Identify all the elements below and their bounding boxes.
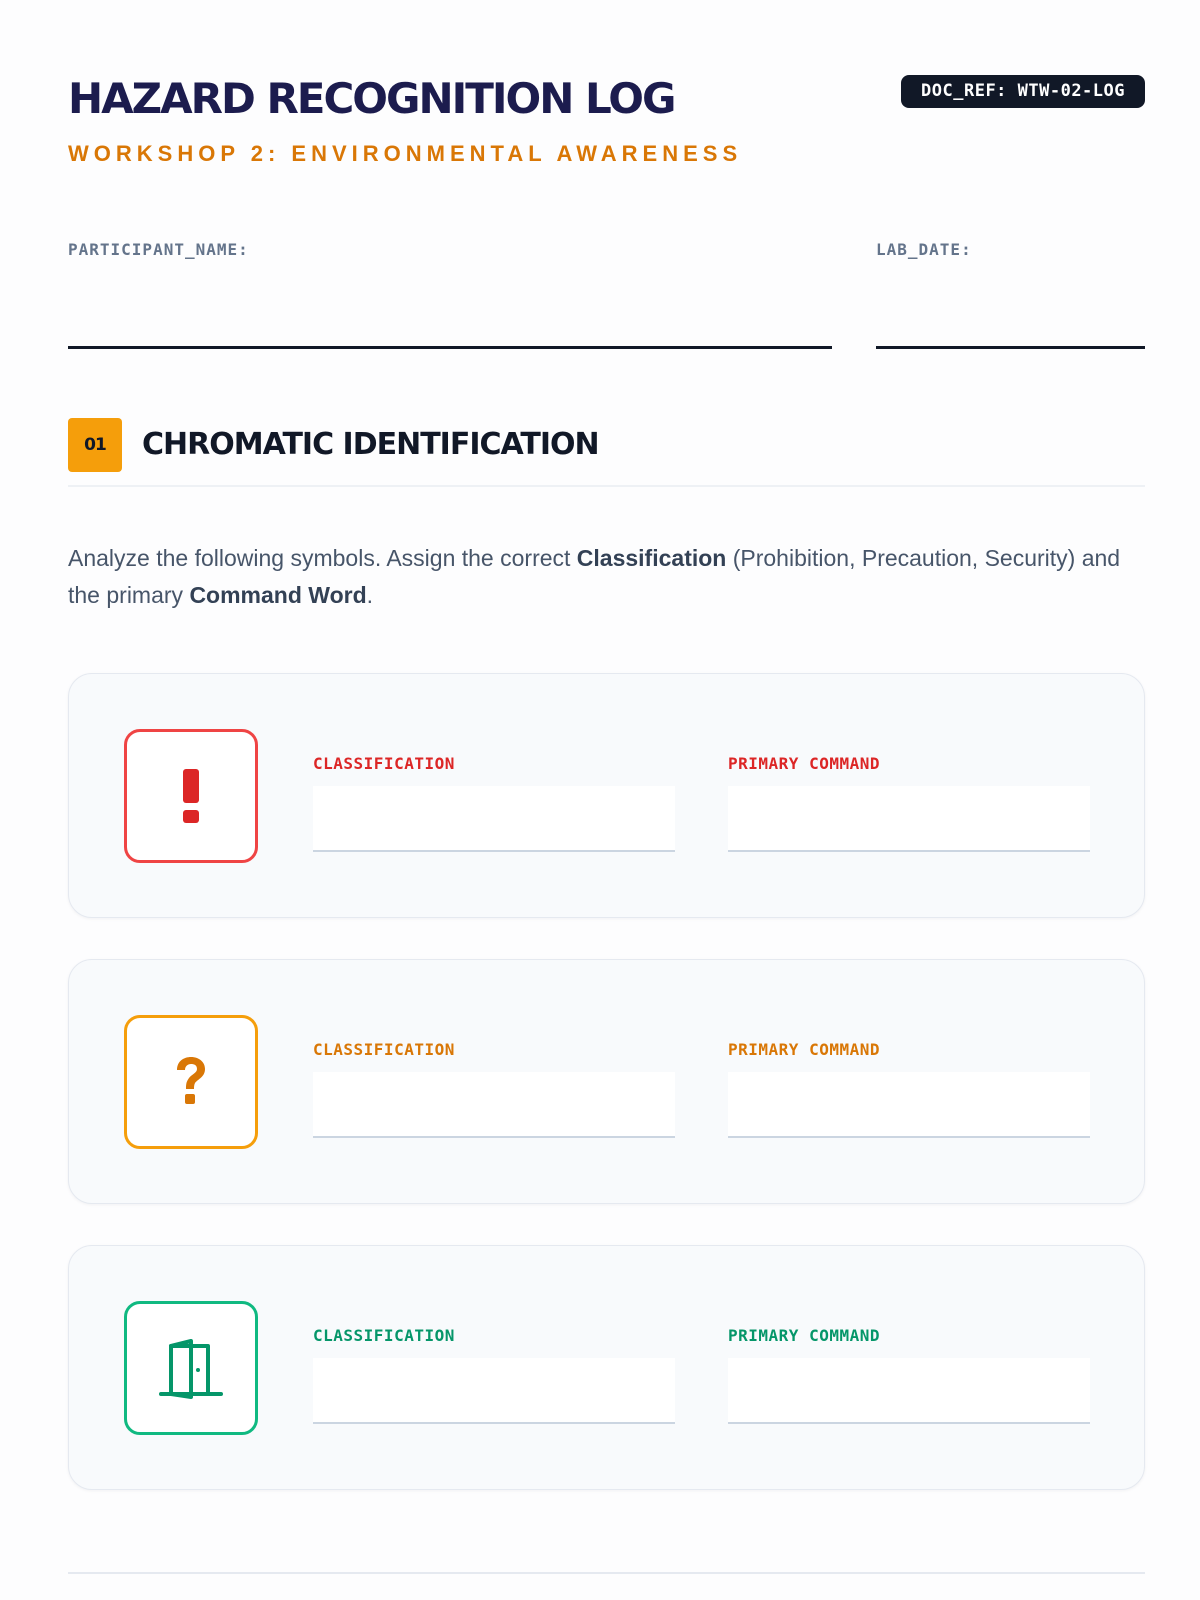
instructions-text-1: Analyze the following symbols. Assign the correct [68,545,577,571]
exclamation-icon [124,729,258,863]
page-title: HAZARD RECOGNITION LOG [68,74,675,123]
instructions-text-3: . [366,582,374,608]
lab-date-line[interactable] [876,346,1145,349]
section-number-badge: 01 [68,418,122,472]
primary-command-label: PRIMARY COMMAND [728,1040,880,1059]
hazard-card-2 [68,959,1145,1204]
primary-command-input[interactable] [728,786,1090,852]
lab-date-label: LAB_DATE: [876,240,972,259]
bottom-divider [68,1572,1145,1574]
section-divider [68,485,1145,487]
instructions-bold-classification: Classification [576,545,727,571]
classification-label: CLASSIFICATION [313,1040,455,1059]
classification-input[interactable] [313,1358,675,1424]
section-instructions [68,540,1145,614]
participant-name-line[interactable] [68,346,832,349]
classification-input[interactable] [313,1072,675,1138]
door-open-icon [124,1301,258,1435]
instructions-bold-command-word: Command Word [189,582,367,608]
participant-name-label: PARTICIPANT_NAME: [68,240,249,259]
hazard-card-1 [68,673,1145,918]
primary-command-input[interactable] [728,1358,1090,1424]
primary-command-label: PRIMARY COMMAND [728,1326,880,1345]
classification-label: CLASSIFICATION [313,1326,455,1345]
doc-ref-badge: DOC_REF: WTW-02-LOG [901,75,1145,108]
instructions-text-2: (Prohibition, Precaution, Security) and the primary [68,545,1121,608]
primary-command-label: PRIMARY COMMAND [728,754,880,773]
classification-input[interactable] [313,786,675,852]
page-subtitle: WORKSHOP 2: ENVIRONMENTAL AWARENESS [68,141,743,166]
question-icon [124,1015,258,1149]
section-title: CHROMATIC IDENTIFICATION [142,427,599,462]
hazard-card-3 [68,1245,1145,1490]
primary-command-input[interactable] [728,1072,1090,1138]
classification-label: CLASSIFICATION [313,754,455,773]
